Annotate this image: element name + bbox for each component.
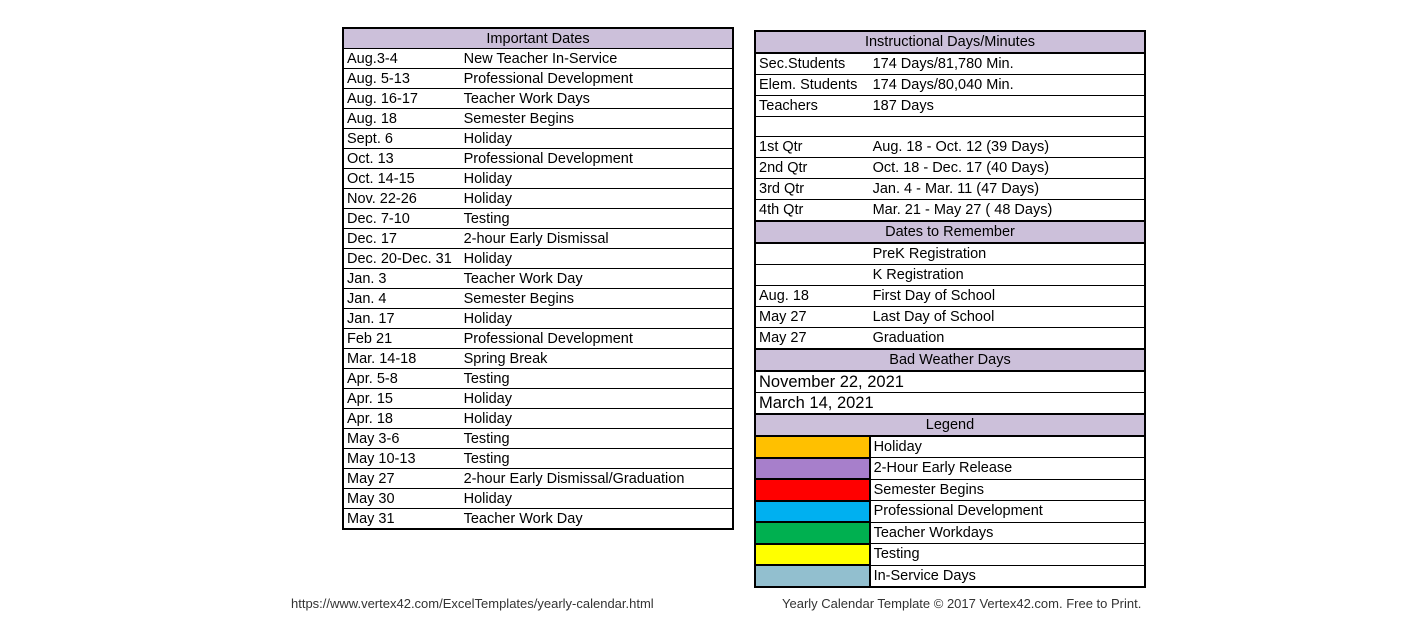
- dates-to-remember-title: Dates to Remember: [755, 221, 1145, 243]
- important-date-row: [343, 329, 733, 349]
- instructional-row: [755, 53, 1145, 75]
- legend-row: [755, 501, 1145, 523]
- important-dates-table: [342, 27, 734, 530]
- legend-row: [755, 479, 1145, 501]
- remember-date-cell: [755, 243, 870, 265]
- remember-row: [755, 243, 1145, 265]
- quarter-row: [755, 137, 1145, 158]
- important-event-cell: Holiday: [461, 249, 733, 269]
- legend-label: Teacher Workdays: [870, 522, 1145, 544]
- instructional-label-cell: Elem. Students: [755, 75, 870, 96]
- remember-event-cell: K Registration: [870, 265, 1145, 286]
- important-event-cell: Testing: [461, 429, 733, 449]
- legend-swatch: [755, 479, 870, 501]
- quarter-label-cell: 4th Qtr: [755, 200, 870, 222]
- legend-header-row: [755, 414, 1145, 436]
- bad-weather-header-row: [755, 349, 1145, 371]
- instructional-value-cell: 187 Days: [870, 96, 1145, 117]
- important-event-cell: Spring Break: [461, 349, 733, 369]
- bad-weather-title: Bad Weather Days: [755, 349, 1145, 371]
- important-event-cell: Teacher Work Day: [463, 510, 583, 527]
- instructional-label-cell: Teachers: [755, 96, 870, 117]
- important-date-cell: Jan. 3: [343, 269, 461, 289]
- important-event-cell: Teacher Work Day: [461, 269, 733, 289]
- quarter-label-cell: 1st Qtr: [755, 137, 870, 158]
- quarter-row: [755, 200, 1145, 222]
- legend-label: Testing: [870, 544, 1145, 566]
- important-date-row: [343, 509, 733, 530]
- instructional-row: [755, 75, 1145, 96]
- important-date-cell: Aug. 5-13: [343, 69, 461, 89]
- spacer-row: [755, 117, 1145, 137]
- important-date-row: [343, 189, 733, 209]
- instructional-header-row: [755, 31, 1145, 53]
- legend-row: [755, 458, 1145, 480]
- quarter-row: [755, 179, 1145, 200]
- legend-row: [755, 565, 1145, 587]
- important-event-cell: Professional Development: [461, 149, 733, 169]
- legend-swatch: [755, 501, 870, 523]
- important-date-cell: May 10-13: [343, 449, 461, 469]
- quarter-value-cell: Mar. 21 - May 27 ( 48 Days): [870, 200, 1145, 222]
- important-date-cell: Oct. 14-15: [343, 169, 461, 189]
- important-date-row: [343, 229, 733, 249]
- important-date-row: [343, 369, 733, 389]
- important-event-cell: Testing: [461, 209, 733, 229]
- legend-label: In-Service Days: [873, 567, 976, 584]
- important-date-row: [343, 269, 733, 289]
- important-date-cell: Mar. 14-18: [343, 349, 461, 369]
- important-event-cell: 2-hour Early Dismissal/Graduation: [461, 469, 733, 489]
- quarter-value-cell: Aug. 18 - Oct. 12 (39 Days): [870, 137, 1145, 158]
- remember-row: [755, 307, 1145, 328]
- important-event-cell: Testing: [461, 449, 733, 469]
- important-date-cell: Nov. 22-26: [343, 189, 461, 209]
- important-date-cell: May 27: [343, 469, 461, 489]
- remember-row: [755, 265, 1145, 286]
- important-date-cell: Aug. 18: [343, 109, 461, 129]
- important-date-row: [343, 209, 733, 229]
- bad-weather-row: [755, 371, 1145, 393]
- important-event-cell: Holiday: [461, 189, 733, 209]
- quarter-value-cell: Jan. 4 - Mar. 11 (47 Days): [870, 179, 1145, 200]
- important-event-cell: Holiday: [461, 489, 733, 509]
- important-date-cell: Feb 21: [343, 329, 461, 349]
- important-date-cell: May 30: [343, 489, 461, 509]
- important-date-row: [343, 49, 733, 69]
- important-date-row: [343, 69, 733, 89]
- important-date-row: [343, 349, 733, 369]
- instructional-label-cell: Sec.Students: [755, 53, 870, 75]
- important-event-cell: Holiday: [461, 309, 733, 329]
- important-date-cell: Dec. 20-Dec. 31: [343, 249, 461, 269]
- remember-row: [755, 286, 1145, 307]
- quarter-row: [755, 158, 1145, 179]
- bad-weather-date: November 22, 2021: [755, 371, 1145, 393]
- legend-swatch: [755, 436, 870, 458]
- important-event-cell: Teacher Work Days: [461, 89, 733, 109]
- important-event-cell: Holiday: [461, 129, 733, 149]
- important-dates-title: Important Dates: [343, 28, 733, 49]
- remember-date-cell: May 27: [755, 328, 870, 350]
- instructional-title: Instructional Days/Minutes: [755, 31, 1145, 53]
- important-event-cell: Semester Begins: [461, 109, 733, 129]
- remember-event-cell: PreK Registration: [870, 243, 1145, 265]
- important-date-row: [343, 109, 733, 129]
- legend-row: [755, 522, 1145, 544]
- important-date-row: [343, 249, 733, 269]
- important-event-cell: 2-hour Early Dismissal: [461, 229, 733, 249]
- quarter-label-cell: 3rd Qtr: [755, 179, 870, 200]
- important-event-cell: Testing: [461, 369, 733, 389]
- important-date-row: [343, 449, 733, 469]
- remember-row: [755, 328, 1145, 350]
- quarter-label-cell: 2nd Qtr: [755, 158, 870, 179]
- important-event-cell: Holiday: [461, 169, 733, 189]
- remember-event-cell: Last Day of School: [870, 307, 1145, 328]
- spacer-cell: [755, 117, 1145, 137]
- legend-swatch: [755, 522, 870, 544]
- important-date-row: [343, 389, 733, 409]
- legend-label: Professional Development: [870, 501, 1145, 523]
- legend-row: [755, 544, 1145, 566]
- legend-swatch: [755, 458, 870, 480]
- quarter-value-cell: Oct. 18 - Dec. 17 (40 Days): [870, 158, 1145, 179]
- important-date-cell: May 31: [347, 510, 395, 527]
- remember-event-cell: First Day of School: [870, 286, 1145, 307]
- important-date-cell: Aug. 16-17: [343, 89, 461, 109]
- remember-date-cell: [755, 265, 870, 286]
- important-date-cell: Sept. 6: [343, 129, 461, 149]
- important-date-row: [343, 129, 733, 149]
- bad-weather-row: [755, 393, 1145, 415]
- important-date-cell: Oct. 13: [343, 149, 461, 169]
- legend-swatch: [755, 544, 870, 566]
- important-date-cell: Aug.3-4: [343, 49, 461, 69]
- important-event-cell: Professional Development: [461, 329, 733, 349]
- footer-url: https://www.vertex42.com/ExcelTemplates/yearly-calendar.html: [291, 596, 654, 611]
- important-event-cell: Semester Begins: [461, 289, 733, 309]
- remember-date-cell: Aug. 18: [755, 286, 870, 307]
- important-date-row: [343, 289, 733, 309]
- important-date-cell: Apr. 18: [343, 409, 461, 429]
- important-date-row: [343, 89, 733, 109]
- important-date-row: [343, 309, 733, 329]
- important-date-cell: Apr. 15: [343, 389, 461, 409]
- legend-label: 2-Hour Early Release: [870, 458, 1145, 480]
- important-date-cell: May 3-6: [343, 429, 461, 449]
- important-date-row: [343, 489, 733, 509]
- important-date-row: [343, 429, 733, 449]
- legend-title: Legend: [755, 414, 1145, 436]
- legend-label: Holiday: [870, 436, 1145, 458]
- instructional-row: [755, 96, 1145, 117]
- legend-row: [755, 436, 1145, 458]
- important-event-cell: Professional Development: [461, 69, 733, 89]
- important-date-cell: Dec. 7-10: [343, 209, 461, 229]
- important-date-cell: Apr. 5-8: [343, 369, 461, 389]
- right-panel-table: [754, 30, 1146, 588]
- bad-weather-date: March 14, 2021: [755, 393, 1145, 415]
- important-date-cell: Jan. 4: [343, 289, 461, 309]
- important-event-cell: Holiday: [461, 389, 733, 409]
- important-date-cell: Jan. 17: [343, 309, 461, 329]
- important-date-row: [343, 169, 733, 189]
- important-date-row: [343, 469, 733, 489]
- important-event-cell: New Teacher In-Service: [461, 49, 733, 69]
- remember-date-cell: May 27: [755, 307, 870, 328]
- important-date-cell: Dec. 17: [343, 229, 461, 249]
- important-dates-header-row: [343, 28, 733, 49]
- footer-credit: Yearly Calendar Template © 2017 Vertex42.com. Free to Print.: [782, 596, 1142, 611]
- instructional-value-cell: 174 Days/80,040 Min.: [870, 75, 1145, 96]
- important-event-cell: Holiday: [461, 409, 733, 429]
- legend-swatch: [755, 565, 870, 587]
- dates-to-remember-header-row: [755, 221, 1145, 243]
- legend-label: Semester Begins: [870, 479, 1145, 501]
- instructional-value-cell: 174 Days/81,780 Min.: [870, 53, 1145, 75]
- important-date-row: [343, 149, 733, 169]
- important-date-row: [343, 409, 733, 429]
- remember-event-cell: Graduation: [870, 328, 1145, 350]
